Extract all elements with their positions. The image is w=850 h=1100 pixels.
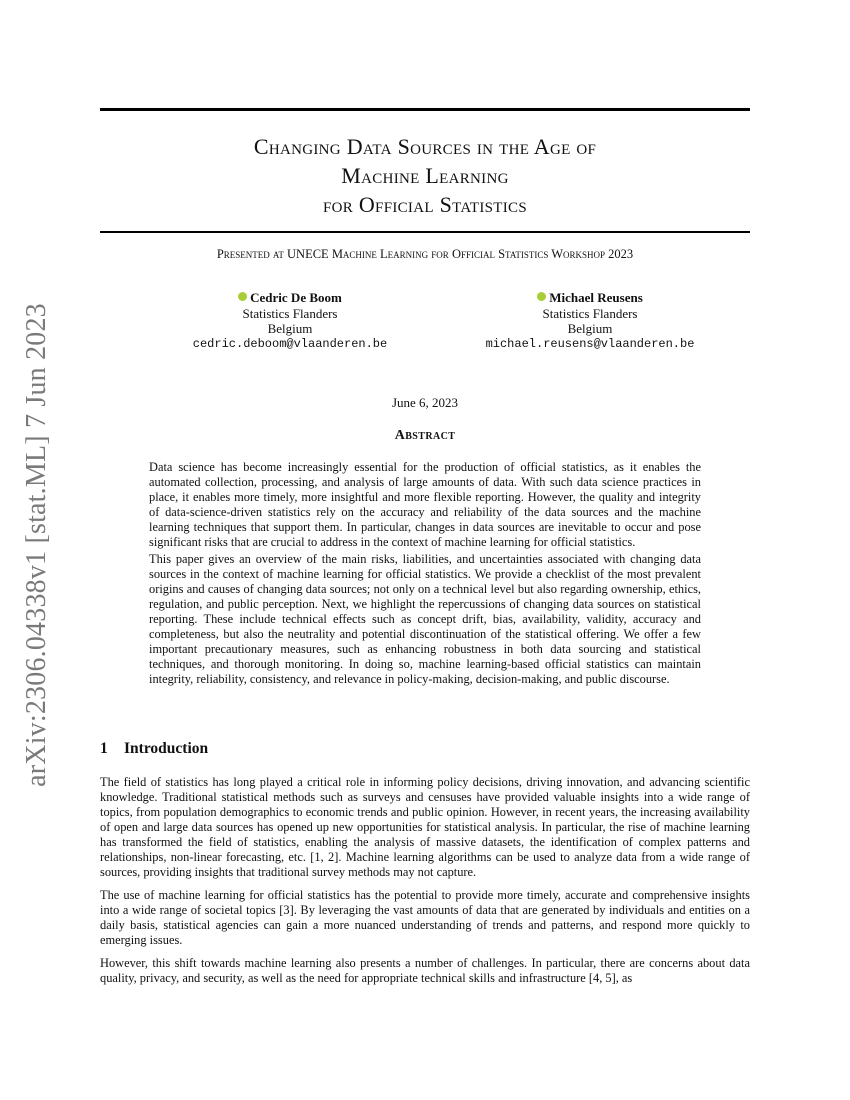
arxiv-identifier: arXiv:2306.04338v1 [stat.ML] 7 Jun 2023 bbox=[21, 303, 52, 787]
section-heading bbox=[100, 740, 208, 758]
author-name: Cedric De Boom bbox=[250, 290, 342, 305]
title-top-rule bbox=[100, 108, 750, 111]
title-bottom-rule bbox=[100, 231, 750, 233]
author-block bbox=[440, 290, 740, 352]
section-title: Introduction bbox=[124, 740, 209, 757]
arxiv-stamp bbox=[18, 300, 56, 790]
orcid-icon[interactable] bbox=[238, 292, 247, 301]
paper-title bbox=[100, 132, 750, 219]
author-email[interactable]: michael.reusens@vlaanderen.be bbox=[485, 336, 695, 351]
abstract bbox=[149, 460, 701, 689]
author-country: Belgium bbox=[267, 321, 313, 336]
author-name-line bbox=[140, 290, 440, 306]
author-affiliation: Statistics Flanders bbox=[542, 305, 638, 321]
title-line: Changing Data Sources in the Age of bbox=[253, 134, 597, 159]
paper-date: June 6, 2023 bbox=[391, 395, 459, 410]
title-line: for Official Statistics bbox=[322, 192, 527, 217]
author-affiliation: Statistics Flanders bbox=[242, 305, 338, 321]
orcid-icon[interactable] bbox=[537, 292, 546, 301]
presented-at-note: Presented at UNECE Machine Learning for Official Statistics Workshop 2023 bbox=[216, 247, 634, 261]
section-number: 1 bbox=[100, 740, 108, 757]
abstract-heading: Abstract bbox=[394, 428, 456, 443]
author-name-line bbox=[440, 290, 740, 306]
body-paragraph: The use of machine learning for official statistics has the potential to provide more timely, accurate and comprehensive insights into a wide range of societal topics [3]. By leveraging the vast amounts of data that are generated by individuals and entities on a daily basis, statistical agencies can gain a more nuanced understanding of trends and patterns, and respond more quickly to emerging issues. bbox=[100, 888, 750, 947]
author-country: Belgium bbox=[567, 321, 613, 336]
author-block bbox=[140, 290, 440, 352]
title-line: Machine Learning bbox=[341, 163, 509, 188]
abstract-paragraph: Data science has become increasingly essential for the production of official statistics, as it enables the automated collection, processing, and analysis of large amounts of data. With such data science practices in place, it enables more timely, more insightful and more flexible reporting. However, the quality and integrity of data-science-driven statistics rely on the accuracy and reliability of the data sources and the machine learning techniques that support them. In particular, changes in data sources are inevitable to occur and pose significant risks that are crucial to address in the context of machine learning for official statistics. bbox=[149, 460, 701, 549]
author-email[interactable]: cedric.deboom@vlaanderen.be bbox=[192, 336, 388, 351]
body-paragraph: However, this shift towards machine learning also presents a number of challenges. In particular, there are concerns about data quality, privacy, and security, as well as the need for appropriate technical skills and infrastructure [4, 5], as bbox=[100, 956, 750, 985]
author-name: Michael Reusens bbox=[549, 290, 643, 305]
body-paragraph: The field of statistics has long played a critical role in informing policy decisions, driving innovation, and advancing scientific knowledge. Traditional statistical methods such as surveys and censuses have provided valuable insights into a wide range of topics, from population demographics to economic trends and public opinion. However, in recent years, the increasing availability of open and large data sources has opened up new opportunities for statistical analysis. In particular, the rise of machine learning has transformed the field of statistics, enabling the analysis of massive datasets, the identification of complex patterns and relationships, non-linear forecasting, etc. [1, 2]. Machine learning algorithms can be used to analyze data from a wide range of sources, providing insights that traditional survey methods may not capture. bbox=[100, 775, 750, 879]
abstract-paragraph: This paper gives an overview of the main risks, liabilities, and uncertainties associated with changing data sources in the context of machine learning for official statistics. We provide a checklist of the most prevalent origins and causes of changing data sources; not only on a technical level but also regarding ownership, ethics, regulation, and public perception. Next, we highlight the repercussions of changing data sources on statistical reporting. These include technical effects such as concept drift, bias, availability, validity, accuracy and completeness, but also the neutrality and potential discontinuation of the statistical offering. We offer a few important precautionary measures, such as enhancing robustness in both data sourcing and statistical techniques, and thorough monitoring. In doing so, machine learning-based official statistics can maintain integrity, reliability, consistency, and relevance in policy-making, decision-making, and public discourse. bbox=[149, 552, 701, 686]
introduction-body bbox=[100, 775, 750, 994]
